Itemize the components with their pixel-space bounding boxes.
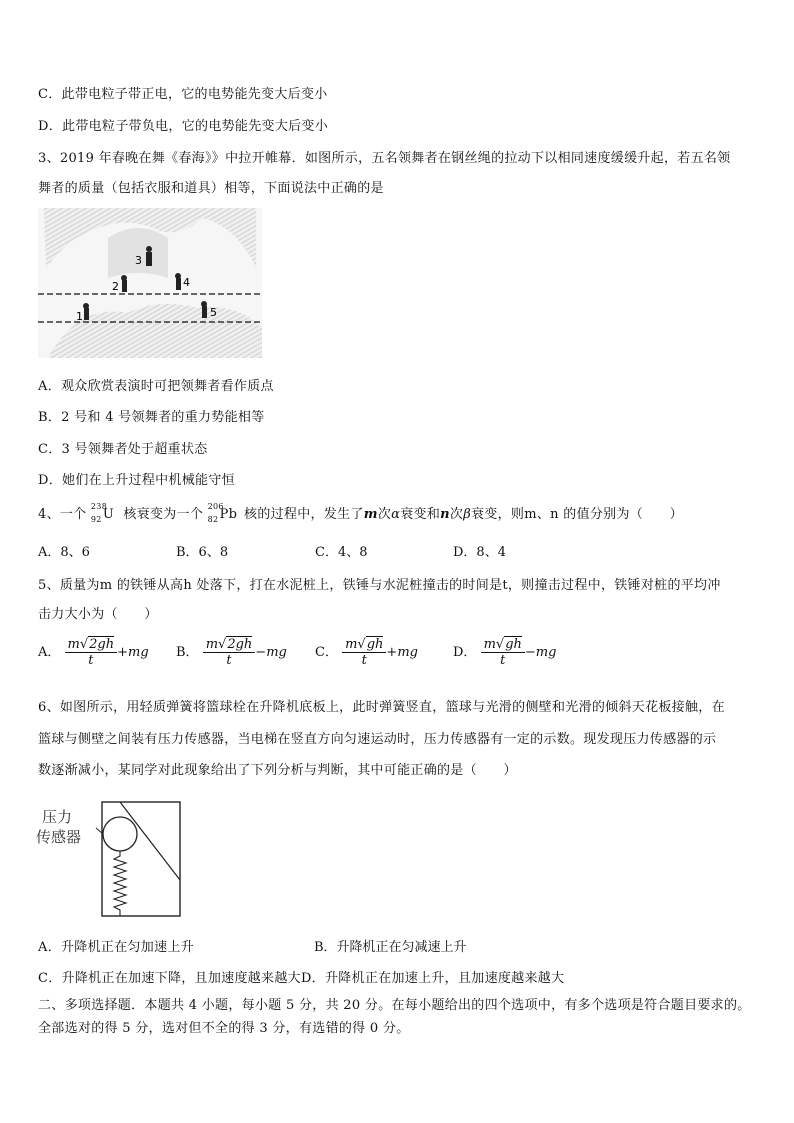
dancer-3-icon [146,246,152,266]
q6-option-b: B．升降机正在匀减速上升 [314,940,467,955]
q6-option-cd: C．升降机正在加速下降，且加速度越来越大D．升降机正在加速上升，且加速度越来越大 [38,971,565,986]
lead-nuclide: 206 82 Pb [207,501,238,524]
dancer-label-2: 2 [112,280,119,293]
sensor-label-line2: 传感器 [36,828,82,846]
q3-stem-line2: 舞者的质量（包括衣服和道具）相等，下面说法中正确的是 [38,181,384,196]
q2-option-c: C．此带电粒子带正电，它的电势能先变大后变小 [38,87,328,102]
fraction: $\frac{m√gh}{t}$ [342,637,386,668]
q5-option-a: A． $\frac{m√2gh}{t}$ +mg [38,637,149,668]
q6-stem-line2: 篮球与侧壁之间装有压力传感器，当电梯在竖直方向匀速运动时，压力传感器有一定的示数。现发现压力传感器的示 [38,732,717,747]
q3-option-d: D．她们在上升过程中机械能守恒 [38,473,235,488]
q6-stem-line3: 数逐渐减小，某同学对此现象给出了下列分析与判断，其中可能正确的是（ ） [38,763,517,778]
q4-option-a: A．8、6 [38,545,90,560]
fraction: $\frac{m√gh}{t}$ [481,637,525,668]
dancer-label-3: 3 [135,254,142,267]
q3-dancers-figure [38,208,262,358]
fraction: $\frac{m√2gh}{t}$ [203,637,256,668]
inclined-ceiling [120,802,180,880]
q3-stem-line1: 3、2019 年春晚在舞《春海》》中拉开帷幕．如图所示，五名领舞者在钢丝绳的拉动下以相同速度缓缓升起，若五名领 [38,151,731,166]
spring [114,851,126,916]
q3-option-c: C．3 号领舞者处于超重状态 [38,442,208,457]
q5-stem-line2: 击力大小为（ ） [38,607,158,622]
q2-option-d: D．此带电粒子带负电，它的电势能先变大后变小 [38,119,329,134]
q5-option-d: D． $\frac{m√gh}{t}$ −mg [453,637,557,668]
dancer-label-5: 5 [210,306,217,319]
q5-option-c: C． $\frac{m√gh}{t}$ +mg [315,637,418,668]
uranium-nuclide: 238 92 U [90,501,115,524]
section2-heading-line2: 全部选对的得 5 分，选对但不全的得 3 分，有选错的得 0 分。 [38,1021,410,1036]
dancer-label-4: 4 [183,276,190,289]
fraction: $\frac{m√2gh}{t}$ [65,637,118,668]
q4-option-b: B．6、8 [176,545,229,560]
sensor-label-line1: 压力 [42,808,73,826]
q5-stem-line1: 5、质量为m 的铁锤从高h 处落下，打在水泥桩上，铁锤与水泥桩撞击的时间是t，则撞击过程中，铁锤对桩的平均冲 [38,578,721,593]
basketball [103,817,137,851]
q6-stem-line1: 6、如图所示，用轻质弹簧将篮球栓在升降机底板上，此时弹簧竖直，篮球与光滑的侧壁和光滑的倾斜天花板接触，在 [38,700,725,715]
q6-elevator-figure [36,800,186,922]
q3-option-b: B．2 号和 4 号领舞者的重力势能相等 [38,410,265,425]
dancer-label-1: 1 [76,310,83,323]
q4-option-c: C．4、8 [315,545,368,560]
section2-heading-line1: 二、多项选择题．本题共 4 小题，每小题 5 分，共 20 分。在每小题给出的四个选项中，有多个选项是符合题目要求的。 [38,998,751,1013]
q6-option-a: A．升降机正在匀加速上升 [38,940,194,955]
q5-option-b: B． $\frac{m√2gh}{t}$ −mg [176,637,287,668]
q4-option-d: D．8、4 [453,545,506,560]
q4-stem: 4、一个 238 92 U 核衰变为一个 206 82 Pb 核的过程中，发生了m次α衰变和n次β衰变，则m、n 的值分别为（ ） [38,501,683,524]
q3-option-a: A．观众欣赏表演时可把领舞者看作质点 [38,379,274,394]
